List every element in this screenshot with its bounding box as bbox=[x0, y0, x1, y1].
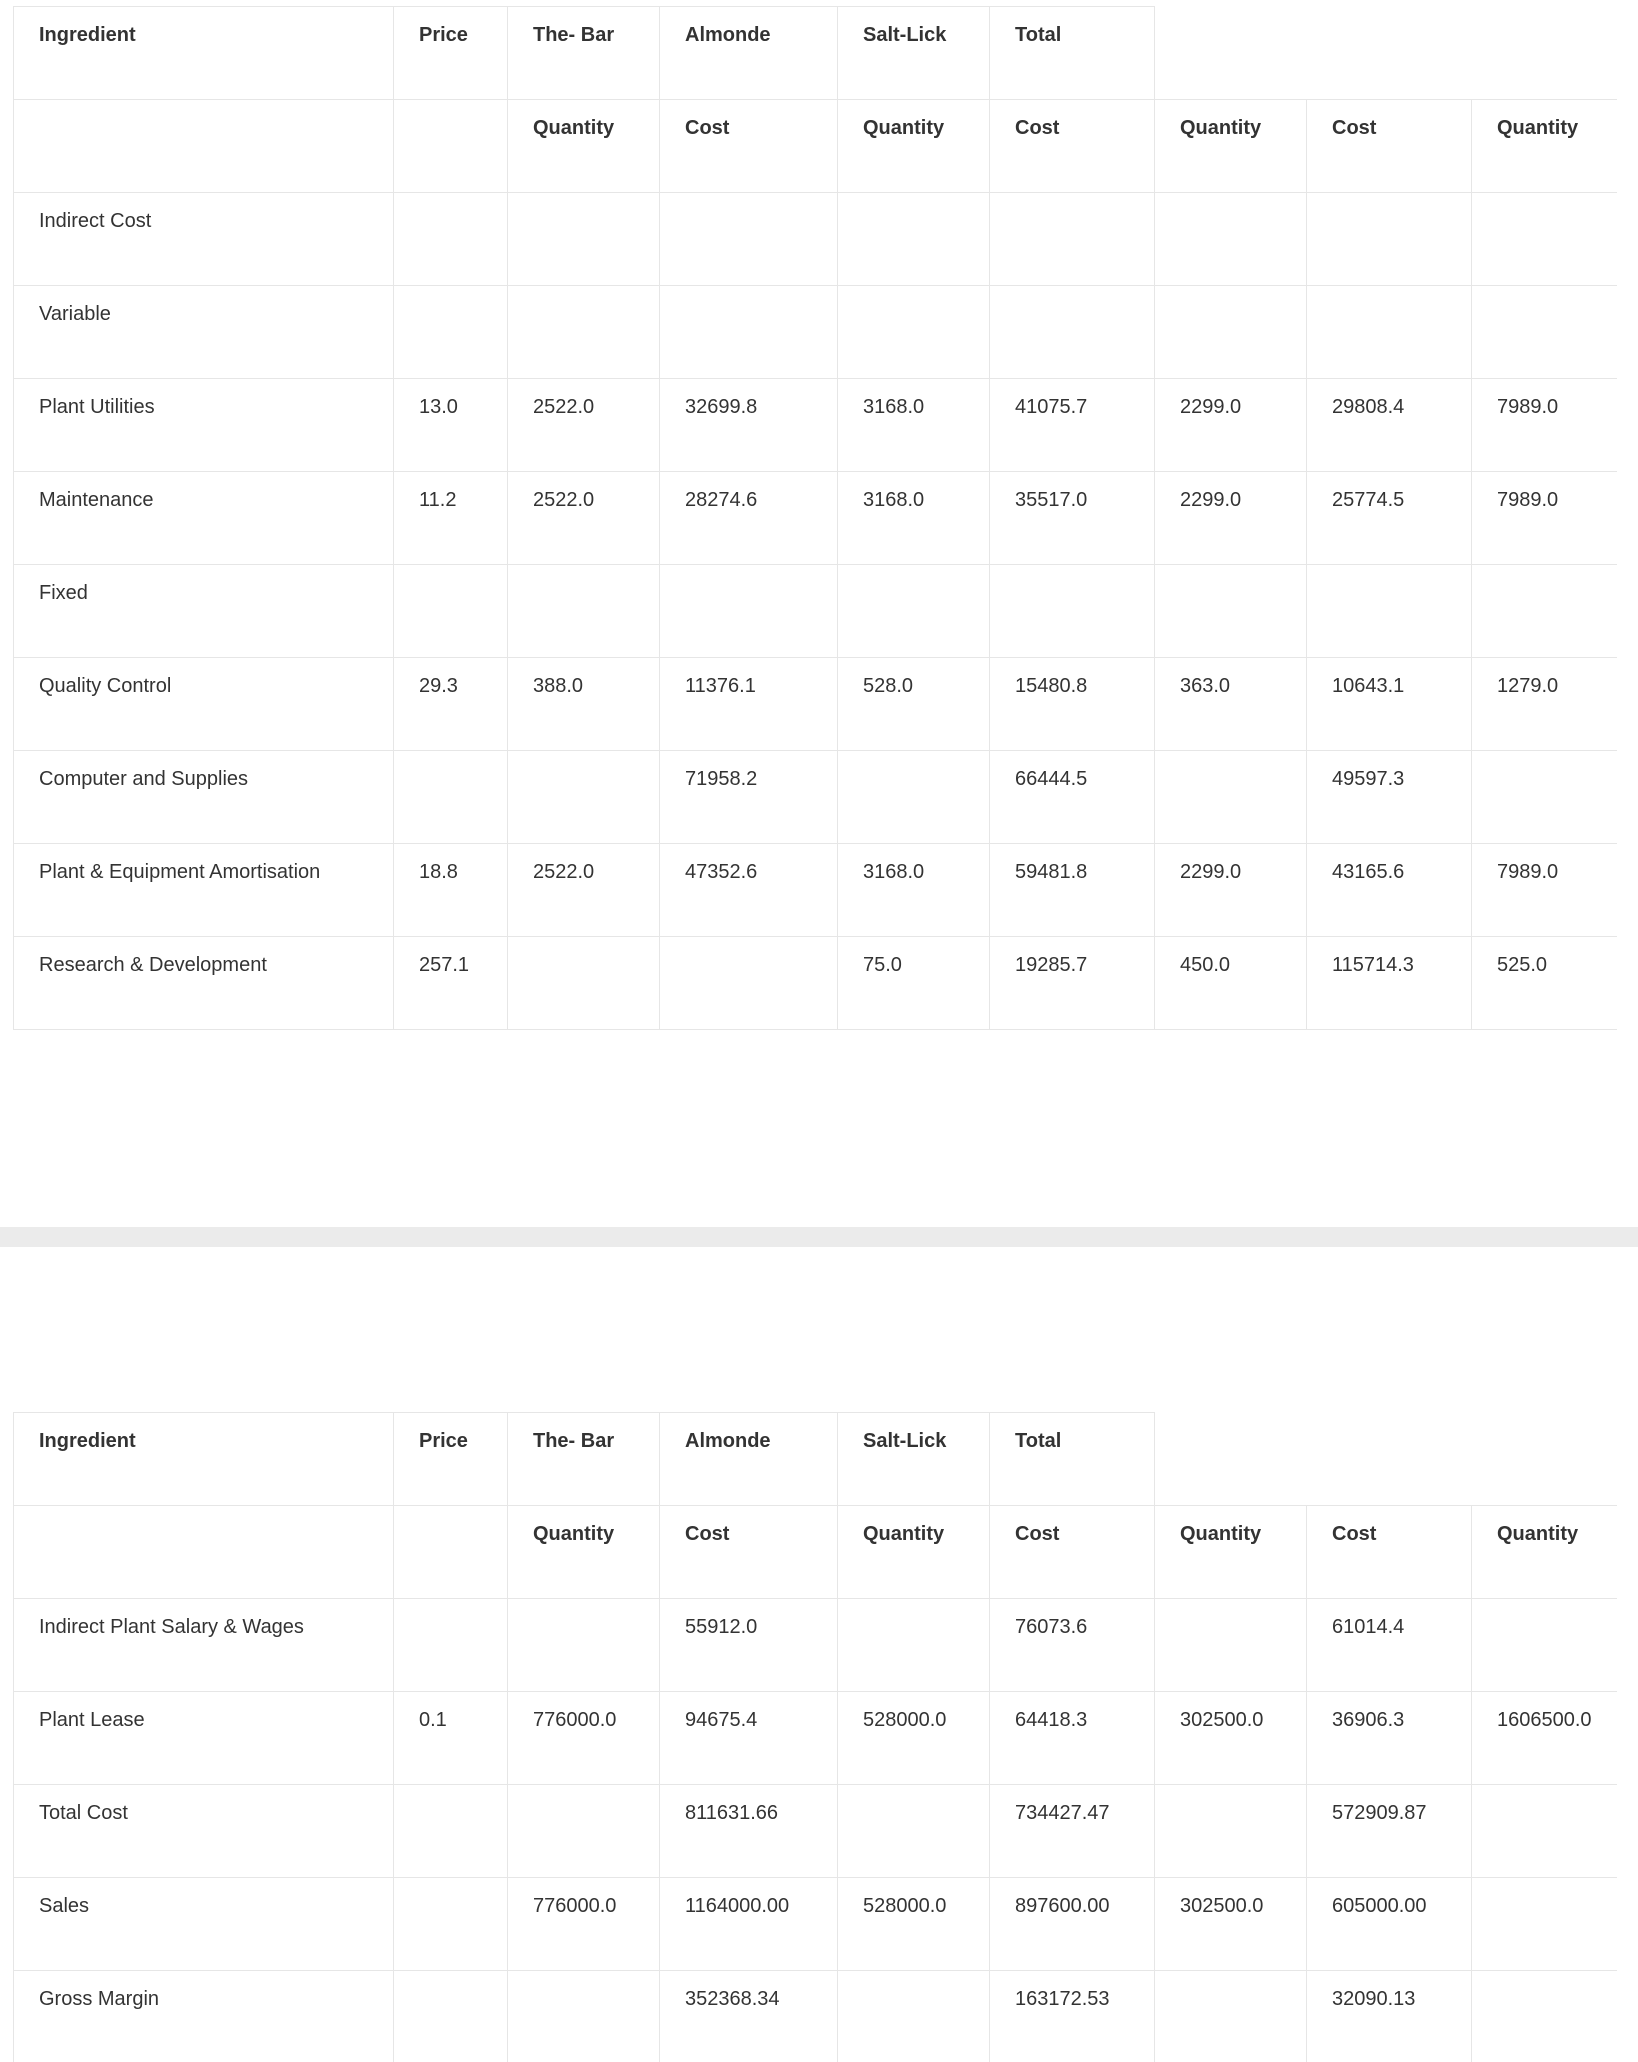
table-cell: 59481.8 bbox=[990, 844, 1155, 937]
header-cell: Total bbox=[990, 1413, 1155, 1506]
table-cell: Plant Lease bbox=[14, 1692, 394, 1785]
table-cell bbox=[1155, 1599, 1307, 1692]
table-cell: Sales bbox=[14, 1878, 394, 1971]
header-cell: Total bbox=[990, 7, 1155, 100]
table-cell: 1279.0 bbox=[1472, 658, 1618, 751]
table-row bbox=[14, 1878, 1618, 1971]
table-cell: 55912.0 bbox=[660, 1599, 838, 1692]
subheader-row bbox=[14, 1506, 1618, 1599]
table-cell bbox=[394, 1785, 508, 1878]
table-cell: 11376.1 bbox=[660, 658, 838, 751]
table-cell bbox=[990, 565, 1155, 658]
table-cell bbox=[1472, 751, 1618, 844]
table-cell: 15480.8 bbox=[990, 658, 1155, 751]
table-cell: 811631.66 bbox=[660, 1785, 838, 1878]
header-cell: Almonde bbox=[660, 7, 838, 100]
table-viewport-2[interactable] bbox=[13, 1412, 1617, 2062]
table-cell bbox=[1472, 193, 1618, 286]
table-cell bbox=[1472, 286, 1618, 379]
table-cell: 35517.0 bbox=[990, 472, 1155, 565]
table-cell: 528000.0 bbox=[838, 1692, 990, 1785]
cost-table-2 bbox=[13, 1412, 1617, 2062]
header-cell: Price bbox=[394, 7, 508, 100]
subheader-cell: Cost bbox=[660, 1506, 838, 1599]
table-cell: Quality Control bbox=[14, 658, 394, 751]
subheader-cell bbox=[14, 1506, 394, 1599]
table-cell: 36906.3 bbox=[1307, 1692, 1472, 1785]
table-row bbox=[14, 1692, 1618, 1785]
table-cell bbox=[1155, 565, 1307, 658]
table-cell bbox=[508, 565, 660, 658]
header-row bbox=[14, 1413, 1618, 1506]
subheader-cell: Cost bbox=[990, 100, 1155, 193]
table-cell bbox=[1307, 286, 1472, 379]
table-cell bbox=[838, 1785, 990, 1878]
table-cell: 115714.3 bbox=[1307, 937, 1472, 1030]
table-viewport-1[interactable] bbox=[13, 6, 1617, 1030]
cost-table-2-body bbox=[14, 1413, 1618, 2062]
table-cell: 3168.0 bbox=[838, 472, 990, 565]
table-row bbox=[14, 379, 1618, 472]
table-cell bbox=[660, 565, 838, 658]
table-cell: Maintenance bbox=[14, 472, 394, 565]
table-cell bbox=[508, 286, 660, 379]
subheader-cell: Quantity bbox=[1472, 1506, 1618, 1599]
header-cell bbox=[1472, 1413, 1618, 1506]
table-cell bbox=[1155, 1971, 1307, 2062]
table-cell bbox=[1155, 286, 1307, 379]
table-cell bbox=[1472, 1785, 1618, 1878]
table-row bbox=[14, 193, 1618, 286]
table-row bbox=[14, 472, 1618, 565]
table-cell: Fixed bbox=[14, 565, 394, 658]
table-cell: Research & Development bbox=[14, 937, 394, 1030]
header-cell: Salt-Lick bbox=[838, 1413, 990, 1506]
table-cell bbox=[394, 286, 508, 379]
header-cell: The- Bar bbox=[508, 1413, 660, 1506]
table-row bbox=[14, 658, 1618, 751]
table-cell: 388.0 bbox=[508, 658, 660, 751]
table-cell: 450.0 bbox=[1155, 937, 1307, 1030]
table-cell bbox=[660, 937, 838, 1030]
table-cell bbox=[394, 1971, 508, 2062]
subheader-cell: Cost bbox=[660, 100, 838, 193]
table-cell: 897600.00 bbox=[990, 1878, 1155, 1971]
header-cell bbox=[1472, 7, 1618, 100]
table-cell: 76073.6 bbox=[990, 1599, 1155, 1692]
subheader-cell: Cost bbox=[990, 1506, 1155, 1599]
table-cell bbox=[508, 1971, 660, 2062]
table-row bbox=[14, 286, 1618, 379]
table-cell: 25774.5 bbox=[1307, 472, 1472, 565]
table-row bbox=[14, 937, 1618, 1030]
cost-table-1 bbox=[13, 6, 1617, 1030]
subheader-cell: Quantity bbox=[838, 1506, 990, 1599]
table-cell: Indirect Plant Salary & Wages bbox=[14, 1599, 394, 1692]
header-row bbox=[14, 7, 1618, 100]
header-cell: Ingredient bbox=[14, 7, 394, 100]
table-cell: 3168.0 bbox=[838, 844, 990, 937]
subheader-cell: Cost bbox=[1307, 100, 1472, 193]
table-cell bbox=[1155, 1785, 1307, 1878]
table-cell bbox=[508, 937, 660, 1030]
cost-table-1-body bbox=[14, 7, 1618, 1030]
table-cell: 7989.0 bbox=[1472, 379, 1618, 472]
table-cell: 257.1 bbox=[394, 937, 508, 1030]
table-cell: Computer and Supplies bbox=[14, 751, 394, 844]
table-cell: 71958.2 bbox=[660, 751, 838, 844]
table-cell bbox=[990, 193, 1155, 286]
table-cell bbox=[1307, 193, 1472, 286]
table-cell: 605000.00 bbox=[1307, 1878, 1472, 1971]
subheader-cell: Quantity bbox=[1472, 100, 1618, 193]
table-cell bbox=[660, 286, 838, 379]
table-section-2 bbox=[0, 1247, 1638, 2062]
table-cell: 525.0 bbox=[1472, 937, 1618, 1030]
subheader-cell bbox=[394, 1506, 508, 1599]
subheader-cell: Quantity bbox=[508, 1506, 660, 1599]
table-cell bbox=[394, 751, 508, 844]
table-row bbox=[14, 1785, 1618, 1878]
table-cell: 528.0 bbox=[838, 658, 990, 751]
table-cell: 94675.4 bbox=[660, 1692, 838, 1785]
table-cell: 18.8 bbox=[394, 844, 508, 937]
table-cell bbox=[1307, 565, 1472, 658]
table-cell: 572909.87 bbox=[1307, 1785, 1472, 1878]
table-cell bbox=[838, 286, 990, 379]
table-cell: 66444.5 bbox=[990, 751, 1155, 844]
table-cell: 1606500.0 bbox=[1472, 1692, 1618, 1785]
table-cell bbox=[838, 193, 990, 286]
table-cell: 528000.0 bbox=[838, 1878, 990, 1971]
subheader-cell bbox=[14, 100, 394, 193]
table-cell: 302500.0 bbox=[1155, 1692, 1307, 1785]
table-cell: Gross Margin bbox=[14, 1971, 394, 2062]
table-cell bbox=[508, 751, 660, 844]
table-cell bbox=[394, 193, 508, 286]
table-row bbox=[14, 844, 1618, 937]
table-row bbox=[14, 1971, 1618, 2062]
table-cell: 10643.1 bbox=[1307, 658, 1472, 751]
table-cell: 7989.0 bbox=[1472, 472, 1618, 565]
header-cell: Ingredient bbox=[14, 1413, 394, 1506]
table-cell: 2299.0 bbox=[1155, 844, 1307, 937]
table-cell bbox=[1472, 1599, 1618, 1692]
table-cell: 29808.4 bbox=[1307, 379, 1472, 472]
table-cell: 32699.8 bbox=[660, 379, 838, 472]
header-cell: Almonde bbox=[660, 1413, 838, 1506]
subheader-cell: Cost bbox=[1307, 1506, 1472, 1599]
table-cell: 2522.0 bbox=[508, 472, 660, 565]
table-cell: 61014.4 bbox=[1307, 1599, 1472, 1692]
subheader-row bbox=[14, 100, 1618, 193]
table-cell: 3168.0 bbox=[838, 379, 990, 472]
subheader-cell: Quantity bbox=[1155, 100, 1307, 193]
table-cell: 2299.0 bbox=[1155, 379, 1307, 472]
table-cell bbox=[1472, 565, 1618, 658]
subheader-cell: Quantity bbox=[1155, 1506, 1307, 1599]
table-cell bbox=[1155, 193, 1307, 286]
header-cell bbox=[1307, 7, 1472, 100]
table-cell: 776000.0 bbox=[508, 1878, 660, 1971]
table-cell bbox=[394, 1878, 508, 1971]
table-row bbox=[14, 565, 1618, 658]
section-divider bbox=[0, 1227, 1638, 1247]
table-cell bbox=[838, 751, 990, 844]
table-cell: 363.0 bbox=[1155, 658, 1307, 751]
table-cell bbox=[1472, 1971, 1618, 2062]
table-cell: 2299.0 bbox=[1155, 472, 1307, 565]
table-cell bbox=[838, 1599, 990, 1692]
subheader-cell: Quantity bbox=[838, 100, 990, 193]
table-cell bbox=[1155, 751, 1307, 844]
header-cell: The- Bar bbox=[508, 7, 660, 100]
table-cell: 1164000.00 bbox=[660, 1878, 838, 1971]
table-cell: 11.2 bbox=[394, 472, 508, 565]
table-row bbox=[14, 751, 1618, 844]
table-cell: 49597.3 bbox=[1307, 751, 1472, 844]
table-cell: 32090.13 bbox=[1307, 1971, 1472, 2062]
table-cell: 13.0 bbox=[394, 379, 508, 472]
table-cell bbox=[508, 1785, 660, 1878]
table-cell: 64418.3 bbox=[990, 1692, 1155, 1785]
table-cell bbox=[508, 193, 660, 286]
table-cell: 2522.0 bbox=[508, 379, 660, 472]
table-cell bbox=[660, 193, 838, 286]
table-cell: 2522.0 bbox=[508, 844, 660, 937]
header-cell bbox=[1155, 1413, 1307, 1506]
table-cell: 43165.6 bbox=[1307, 844, 1472, 937]
header-cell: Price bbox=[394, 1413, 508, 1506]
table-cell: 0.1 bbox=[394, 1692, 508, 1785]
header-cell bbox=[1155, 7, 1307, 100]
table-cell: 47352.6 bbox=[660, 844, 838, 937]
header-cell: Salt-Lick bbox=[838, 7, 990, 100]
table-cell: Total Cost bbox=[14, 1785, 394, 1878]
table-cell: Plant & Equipment Amortisation bbox=[14, 844, 394, 937]
table-cell: 352368.34 bbox=[660, 1971, 838, 2062]
table-cell: 19285.7 bbox=[990, 937, 1155, 1030]
table-cell: 75.0 bbox=[838, 937, 990, 1030]
table-cell bbox=[394, 565, 508, 658]
header-cell bbox=[1307, 1413, 1472, 1506]
table-cell: Indirect Cost bbox=[14, 193, 394, 286]
subheader-cell bbox=[394, 100, 508, 193]
table-cell: Plant Utilities bbox=[14, 379, 394, 472]
table-cell: 7989.0 bbox=[1472, 844, 1618, 937]
table-cell bbox=[1472, 1878, 1618, 1971]
table-cell: 28274.6 bbox=[660, 472, 838, 565]
table-cell: 734427.47 bbox=[990, 1785, 1155, 1878]
table-cell: 29.3 bbox=[394, 658, 508, 751]
table-cell bbox=[508, 1599, 660, 1692]
table-cell bbox=[838, 565, 990, 658]
subheader-cell: Quantity bbox=[508, 100, 660, 193]
table-row bbox=[14, 1599, 1618, 1692]
table-cell bbox=[838, 1971, 990, 2062]
table-cell: 302500.0 bbox=[1155, 1878, 1307, 1971]
table-cell: 41075.7 bbox=[990, 379, 1155, 472]
table-cell bbox=[394, 1599, 508, 1692]
table-cell: 163172.53 bbox=[990, 1971, 1155, 2062]
table-cell: Variable bbox=[14, 286, 394, 379]
table-cell bbox=[990, 286, 1155, 379]
table-cell: 776000.0 bbox=[508, 1692, 660, 1785]
